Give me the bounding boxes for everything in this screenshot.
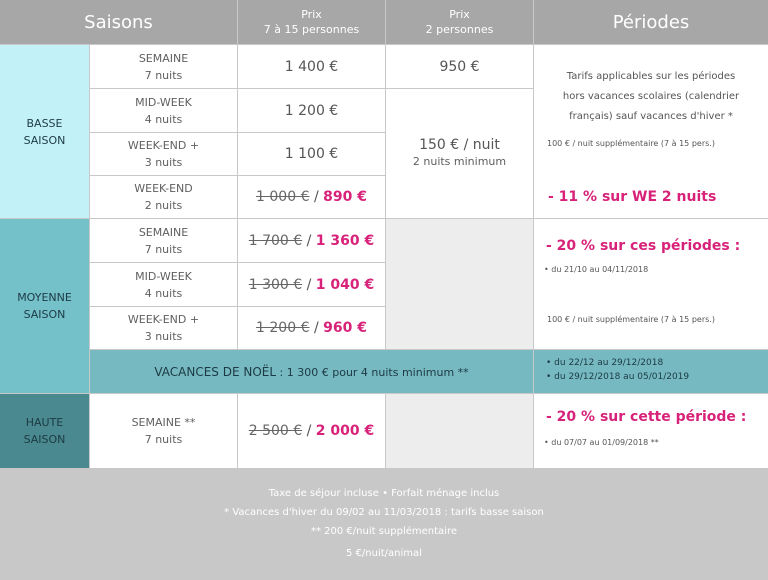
new-price: 1 360 € [315,232,375,249]
noel-dates [534,350,768,393]
old-price: 1 300 € [248,276,303,293]
price-moyenne-weplus [238,307,385,349]
price-value: 1 100 € [284,146,339,162]
periods-text-line: français) sauf vacances d'hiver * [569,111,733,122]
row-label-line1: SEMAINE ** [131,416,196,429]
row-label-basse-weplus [90,133,237,175]
new-price: 1 040 € [315,276,375,293]
season-basse-line1: BASSE [26,116,63,130]
price-value: 950 € [439,58,480,75]
price-moyenne-semaine [238,219,385,262]
row-label-line1: WEEK-END [134,182,193,195]
price-2pers-basse-semaine [386,45,533,88]
header-prix-groupe [238,0,385,44]
periods-moyenne-promo: - 20 % sur ces périodes : [546,238,741,254]
row-label-line2: 4 nuits [144,286,183,300]
season-moyenne-line1: MOYENNE [17,291,72,304]
new-price: 960 € [323,320,367,336]
periods-text-line: Tarifs applicables sur les périodes [566,71,736,82]
price-basse-we [238,176,385,218]
row-label-line2: 7 nuits [144,68,183,82]
row-label-line2: 7 nuits [144,433,183,446]
season-basse-line2: SAISON [23,133,66,147]
season-moyenne [0,219,89,393]
price-separator: / [313,189,319,205]
header-periodes-text: Périodes [612,11,690,33]
price-line [256,320,367,336]
header-prix-2pers-line2: 2 personnes [425,23,494,36]
price-basse-weplus [238,133,385,175]
row-label-basse-we [90,176,237,218]
footer-line-hiver: * Vacances d'hiver du 09/02 au 11/03/2018 : tarifs basse saison [224,507,544,518]
header-prix-groupe-line1: Prix [301,8,322,21]
row-label-line1: MID-WEEK [135,269,192,283]
periods-moyenne-extra: 100 € / nuit supplémentaire (7 à 15 pers.) [547,315,715,324]
noel-detail: : 1 300 € pour 4 nuits minimum ** [276,365,469,379]
season-haute-line1: HAUTE [25,416,64,429]
price-basse-midweek [238,89,385,132]
periods-basse [534,45,768,218]
row-label-line2: 3 nuits [144,156,183,169]
row-label-line2: 2 nuits [144,199,183,212]
row-label-basse-semaine [90,45,237,88]
price-line [256,189,367,205]
row-label-line1: SEMAINE [138,51,189,65]
footer-line-animal: 5 €/nuit/animal [346,548,422,559]
header-prix-2pers-line1: Prix [449,8,470,21]
new-price: 890 € [323,189,367,205]
periods-basse-extra: 100 € / nuit supplémentaire (7 à 15 pers.) [547,139,715,148]
footer-line-extra: ** 200 €/nuit supplémentaire [310,526,457,537]
old-price: 1 000 € [256,189,310,205]
season-haute-line2: SAISON [23,433,66,446]
price-line [249,277,375,293]
noel-line [154,365,468,379]
row-label-moyenne-semaine [90,219,237,262]
price-separator: / [306,232,312,249]
row-label-line1: WEEK-END + [127,139,200,152]
row-label-basse-midweek [90,89,237,132]
header-periodes [534,0,768,44]
row-label-line1: MID-WEEK [135,95,192,109]
periods-haute-promo: - 20 % sur cette période : [546,409,747,425]
min-nights: 2 nuits minimum [412,155,507,168]
row-label-line2: 4 nuits [144,112,183,126]
old-price: 1 700 € [248,232,303,249]
footer-line-taxes: Taxe de séjour incluse • Forfait ménage inclus [268,488,500,499]
new-price: 2 000 € [315,423,375,439]
header-saisons [0,0,237,44]
header-saisons-text: Saisons [84,11,153,33]
noel-date-2: • du 29/12/2018 au 05/01/2019 [546,372,690,382]
periods-haute-date: • du 07/07 au 01/09/2018 ** [544,438,659,447]
season-moyenne-line2: SAISON [23,308,66,321]
price-separator: / [306,276,312,293]
noel-row [90,350,533,393]
row-label-line2: 7 nuits [144,242,183,256]
price-value: 1 400 € [284,58,339,75]
periods-basse-text [534,67,768,127]
price-2pers-basse-nuit [386,89,533,218]
price-basse-semaine [238,45,385,88]
row-label-moyenne-midweek [90,263,237,306]
price-value: 1 200 € [284,102,339,119]
season-haute [0,394,89,468]
row-label-line2: 3 nuits [144,330,183,343]
row-label-haute-semaine [90,394,237,468]
old-price: 1 200 € [256,320,310,336]
periods-haute [534,394,768,468]
price-separator: / [306,423,312,439]
price-line [249,423,375,439]
header-prix-groupe-line2: 7 à 15 personnes [263,23,360,36]
header-prix-2pers [386,0,533,44]
periods-basse-promo: - 11 % sur WE 2 nuits [548,189,717,205]
noel-date-1: • du 22/12 au 29/12/2018 [546,358,664,368]
old-price: 2 500 € [248,423,303,439]
price-line [249,233,375,249]
noel-label: VACANCES DE NOËL [154,364,277,379]
price-2pers-empty-haute [386,394,533,468]
season-basse [0,45,89,218]
price-moyenne-midweek [238,263,385,306]
row-label-line1: SEMAINE [138,225,189,239]
row-label-line1: WEEK-END + [127,313,200,326]
footer-notes [0,478,768,578]
price-haute-semaine [238,394,385,468]
periods-text-line: hors vacances scolaires (calendrier [562,91,740,102]
price-2pers-empty-moyenne [386,219,533,349]
row-label-moyenne-weplus [90,307,237,349]
price-per-night: 150 € / nuit [419,137,500,153]
periods-moyenne-date: • du 21/10 au 04/11/2018 [544,265,649,274]
price-separator: / [313,320,319,336]
periods-moyenne [534,219,768,349]
